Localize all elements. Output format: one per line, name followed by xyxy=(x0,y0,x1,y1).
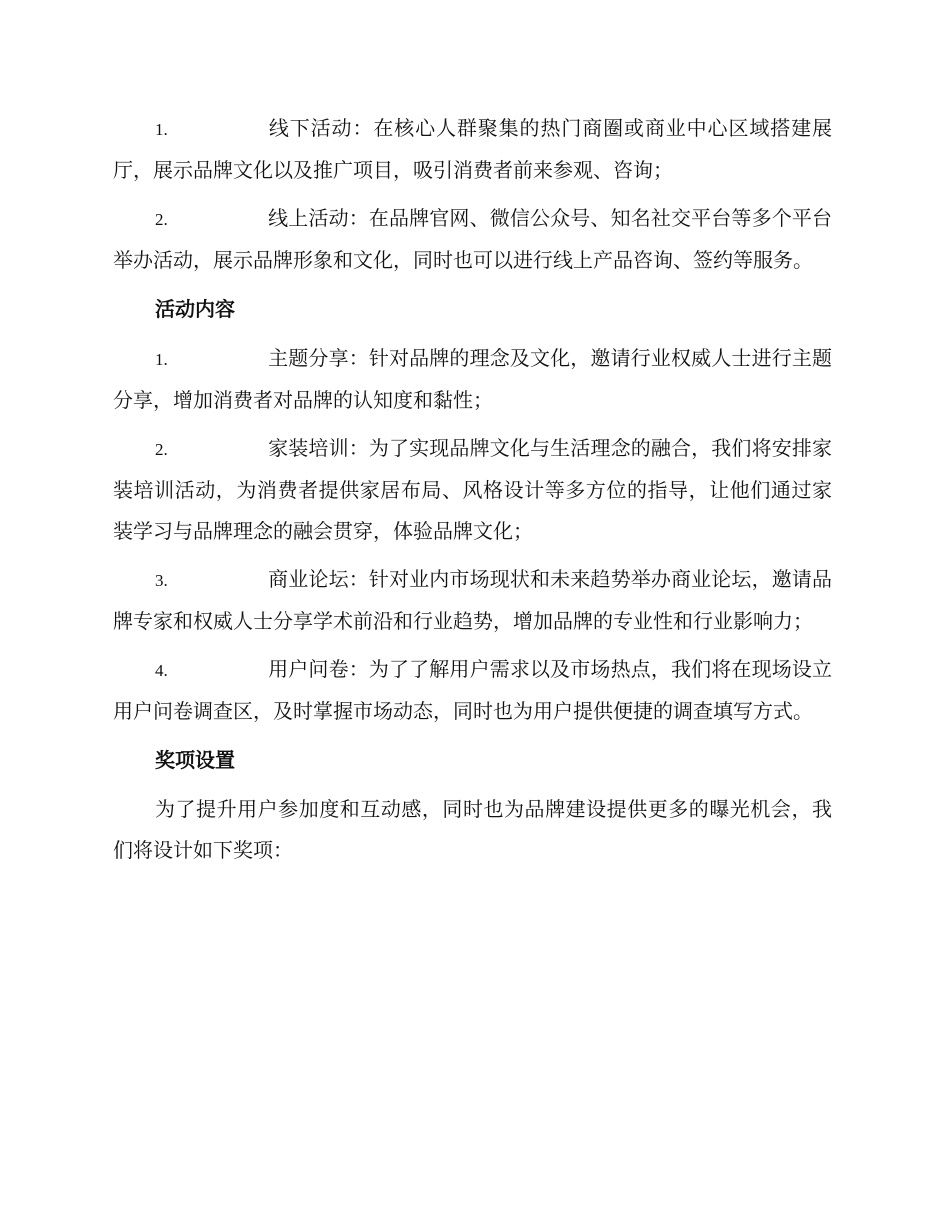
list-item-text: 线下活动：在核心人群聚集的热门商圈或商业中心区域搭建展厅，展示品牌文化以及推广项目，吸引消费者前来参观、咨询； xyxy=(113,116,832,182)
list-number: 1. xyxy=(155,120,168,139)
list-item xyxy=(113,428,832,552)
list-item xyxy=(113,559,832,642)
list-item xyxy=(113,198,832,281)
list-number: 1. xyxy=(155,350,168,369)
list-item-text: 商业论坛：针对业内市场现状和未来趋势举办商业论坛，邀请品牌专家和权威人士分享学术前沿和行业趋势，增加品牌的专业性和行业影响力； xyxy=(113,567,832,633)
list-item-text: 用户问卷：为了了解用户需求以及市场热点，我们将在现场设立用户问卷调查区，及时掌握市场动态，同时也为用户提供便捷的调查填写方式。 xyxy=(113,657,832,723)
section-heading-awards: 奖项设置 xyxy=(155,748,235,772)
list-number: 4. xyxy=(155,661,168,680)
list-item xyxy=(113,649,832,732)
list-number: 2. xyxy=(155,210,168,229)
list-item-text: 主题分享：针对品牌的理念及文化，邀请行业权威人士进行主题分享，增加消费者对品牌的认知度和黏性； xyxy=(113,346,832,412)
list-item-text: 家装培训：为了实现品牌文化与生活理念的融合，我们将安排家装培训活动，为消费者提供家居布局、风格设计等多方位的指导，让他们通过家装学习与品牌理念的融会贯穿，体验品牌文化； xyxy=(113,436,832,543)
award-intro-paragraph: 为了提升用户参加度和互动感，同时也为品牌建设提供更多的曝光机会，我们将设计如下奖项： xyxy=(113,797,832,862)
list-item xyxy=(113,338,832,421)
list-number: 2. xyxy=(155,440,168,459)
list-item xyxy=(113,108,832,191)
list-number: 3. xyxy=(155,571,168,590)
section-heading-activity-content: 活动内容 xyxy=(155,297,235,321)
list-item-text: 线上活动：在品牌官网、微信公众号、知名社交平台等多个平台举办活动，展示品牌形象和文化，同时也可以进行线上产品咨询、签约等服务。 xyxy=(113,206,832,272)
